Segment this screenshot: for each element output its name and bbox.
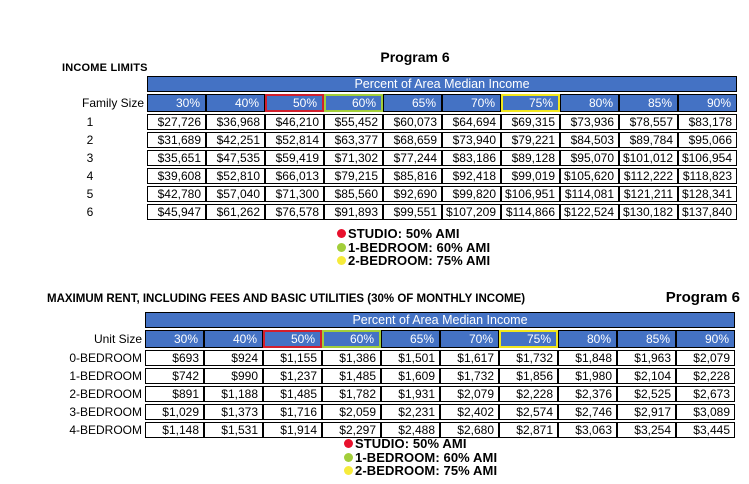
table-row xyxy=(59,150,737,166)
value-cell-85%: $112,222 xyxy=(619,168,678,184)
col-header-65%: 65% xyxy=(383,94,442,112)
max-rent-table xyxy=(45,310,735,440)
value-cell-80%: $1,848 xyxy=(558,350,617,366)
value-cell-50%: $66,013 xyxy=(265,168,324,184)
col-header-90%: 90% xyxy=(676,330,735,348)
value-cell-60%: $55,452 xyxy=(324,114,383,130)
value-cell-70%: $92,418 xyxy=(442,168,501,184)
row-label: 2-BEDROOM xyxy=(69,387,142,401)
value-cell-60%: $2,059 xyxy=(322,404,381,420)
legend-dot-icon xyxy=(344,439,353,448)
value-cell-85%: $121,211 xyxy=(619,186,678,202)
table-row xyxy=(59,168,737,184)
col-header-40%: 40% xyxy=(204,330,263,348)
value-cell-50%: $1,485 xyxy=(263,386,322,402)
table-row xyxy=(45,350,735,366)
value-cell-40%: $52,810 xyxy=(206,168,265,184)
value-cell-85%: $78,557 xyxy=(619,114,678,130)
row-label: 4 xyxy=(86,169,94,183)
col-header-70%: 70% xyxy=(442,94,501,112)
row-label: 0-BEDROOM xyxy=(69,351,142,365)
program-title-bottom: Program 6 xyxy=(665,289,740,306)
value-cell-70%: $99,820 xyxy=(442,186,501,202)
income-limits-table xyxy=(59,74,737,222)
value-cell-65%: $92,690 xyxy=(383,186,442,202)
table-row xyxy=(45,404,735,420)
col-header-85%: 85% xyxy=(619,94,678,112)
col-header-90%: 90% xyxy=(678,94,737,112)
row-label: 6 xyxy=(86,205,94,219)
value-cell-80%: $2,746 xyxy=(558,404,617,420)
value-cell-90%: $2,079 xyxy=(676,350,735,366)
col-header-50%-highlighted: 50% xyxy=(265,94,324,112)
col-header-70%: 70% xyxy=(440,330,499,348)
value-cell-40%: $61,262 xyxy=(206,204,265,220)
legend-item xyxy=(344,437,497,451)
value-cell-85%: $89,784 xyxy=(619,132,678,148)
value-cell-30%: $45,947 xyxy=(147,204,206,220)
table-row xyxy=(59,204,737,220)
value-cell-65%: $68,659 xyxy=(383,132,442,148)
value-cell-60%: $71,302 xyxy=(324,150,383,166)
table-row xyxy=(59,132,737,148)
col-header-85%: 85% xyxy=(617,330,676,348)
value-cell-90%: $2,673 xyxy=(676,386,735,402)
value-cell-65%: $99,551 xyxy=(383,204,442,220)
value-cell-65%: $1,931 xyxy=(381,386,440,402)
value-cell-80%: $2,376 xyxy=(558,386,617,402)
value-cell-60%: $1,782 xyxy=(322,386,381,402)
value-cell-50%: $1,237 xyxy=(263,368,322,384)
value-cell-65%: $60,073 xyxy=(383,114,442,130)
value-cell-70%: $2,680 xyxy=(440,422,499,438)
value-cell-30%: $27,726 xyxy=(147,114,206,130)
empty-corner-cell xyxy=(45,312,145,328)
row-label: 3-BEDROOM xyxy=(69,405,142,419)
value-cell-75%: $89,128 xyxy=(501,150,560,166)
value-cell-80%: $3,063 xyxy=(558,422,617,438)
value-cell-60%: $1,386 xyxy=(322,350,381,366)
legend-label: 1-BEDROOM: 60% AMI xyxy=(348,239,491,255)
value-cell-85%: $1,963 xyxy=(617,350,676,366)
col-header-30%: 30% xyxy=(145,330,204,348)
value-cell-75%: $69,315 xyxy=(501,114,560,130)
value-cell-30%: $891 xyxy=(145,386,204,402)
legend-dot-icon xyxy=(337,256,346,265)
value-cell-50%: $71,300 xyxy=(265,186,324,202)
value-cell-70%: $64,694 xyxy=(442,114,501,130)
value-cell-75%: $1,732 xyxy=(499,350,558,366)
col-header-30%: 30% xyxy=(147,94,206,112)
row-label: 4-BEDROOM xyxy=(69,423,142,437)
value-cell-90%: $95,066 xyxy=(678,132,737,148)
value-cell-60%: $1,485 xyxy=(322,368,381,384)
legend-label: 1-BEDROOM: 60% AMI xyxy=(355,449,498,465)
value-cell-75%: $114,866 xyxy=(501,204,560,220)
value-cell-40%: $924 xyxy=(204,350,263,366)
value-cell-80%: $95,070 xyxy=(560,150,619,166)
value-cell-75%: $99,019 xyxy=(501,168,560,184)
row-label-header: Family Size xyxy=(81,96,144,110)
value-cell-75%: $79,221 xyxy=(501,132,560,148)
col-header-50%-highlighted: 50% xyxy=(263,330,322,348)
value-cell-40%: $1,531 xyxy=(204,422,263,438)
value-cell-40%: $1,373 xyxy=(204,404,263,420)
value-cell-85%: $2,104 xyxy=(617,368,676,384)
value-cell-40%: $1,188 xyxy=(204,386,263,402)
col-header-80%: 80% xyxy=(558,330,617,348)
value-cell-75%: $106,951 xyxy=(501,186,560,202)
value-cell-90%: $3,089 xyxy=(676,404,735,420)
span-header-cell: Percent of Area Median Income xyxy=(145,312,735,328)
row-label: 5 xyxy=(86,187,94,201)
value-cell-30%: $39,608 xyxy=(147,168,206,184)
value-cell-80%: $73,936 xyxy=(560,114,619,130)
income-limits-heading: INCOME LIMITS xyxy=(62,62,148,74)
value-cell-85%: $101,012 xyxy=(619,150,678,166)
value-cell-60%: $79,215 xyxy=(324,168,383,184)
legend-dot-icon xyxy=(344,453,353,462)
value-cell-30%: $1,148 xyxy=(145,422,204,438)
value-cell-70%: $1,732 xyxy=(440,368,499,384)
value-cell-85%: $2,525 xyxy=(617,386,676,402)
value-cell-65%: $1,501 xyxy=(381,350,440,366)
value-cell-70%: $2,079 xyxy=(440,386,499,402)
col-header-60%-highlighted: 60% xyxy=(324,94,383,112)
legend-label: 2-BEDROOM: 75% AMI xyxy=(348,253,491,269)
row-label: 2 xyxy=(86,133,94,147)
value-cell-65%: $2,231 xyxy=(381,404,440,420)
row-label: 1-BEDROOM xyxy=(69,369,142,383)
value-cell-80%: $122,524 xyxy=(560,204,619,220)
value-cell-60%: $85,560 xyxy=(324,186,383,202)
value-cell-65%: $1,609 xyxy=(381,368,440,384)
value-cell-70%: $1,617 xyxy=(440,350,499,366)
value-cell-85%: $2,917 xyxy=(617,404,676,420)
value-cell-50%: $46,210 xyxy=(265,114,324,130)
value-cell-65%: $77,244 xyxy=(383,150,442,166)
value-cell-75%: $1,856 xyxy=(499,368,558,384)
value-cell-75%: $2,871 xyxy=(499,422,558,438)
value-cell-30%: $42,780 xyxy=(147,186,206,202)
table-row xyxy=(45,386,735,402)
value-cell-40%: $990 xyxy=(204,368,263,384)
row-label: 3 xyxy=(86,151,94,165)
value-cell-50%: $59,419 xyxy=(265,150,324,166)
col-header-75%-highlighted: 75% xyxy=(501,94,560,112)
value-cell-80%: $114,081 xyxy=(560,186,619,202)
value-cell-90%: $2,228 xyxy=(676,368,735,384)
legend-label: 2-BEDROOM: 75% AMI xyxy=(355,463,498,479)
value-cell-85%: $3,254 xyxy=(617,422,676,438)
col-header-60%-highlighted: 60% xyxy=(322,330,381,348)
value-cell-50%: $1,716 xyxy=(263,404,322,420)
value-cell-40%: $57,040 xyxy=(206,186,265,202)
max-rent-heading: MAXIMUM RENT, INCLUDING FEES AND BASIC UTILITIES (30% OF MONTHLY INCOME) xyxy=(47,293,526,305)
value-cell-90%: $106,954 xyxy=(678,150,737,166)
empty-corner-cell xyxy=(59,76,147,92)
value-cell-40%: $42,251 xyxy=(206,132,265,148)
table-row xyxy=(59,114,737,130)
legend-dot-icon xyxy=(337,243,346,252)
value-cell-30%: $35,651 xyxy=(147,150,206,166)
value-cell-40%: $36,968 xyxy=(206,114,265,130)
value-cell-90%: $128,341 xyxy=(678,186,737,202)
value-cell-70%: $73,940 xyxy=(442,132,501,148)
value-cell-80%: $105,620 xyxy=(560,168,619,184)
value-cell-65%: $85,816 xyxy=(383,168,442,184)
value-cell-70%: $107,209 xyxy=(442,204,501,220)
value-cell-90%: $3,445 xyxy=(676,422,735,438)
value-cell-65%: $2,488 xyxy=(381,422,440,438)
value-cell-60%: $63,377 xyxy=(324,132,383,148)
value-cell-75%: $2,574 xyxy=(499,404,558,420)
row-label: 1 xyxy=(86,115,94,129)
legend-label: STUDIO: 50% AMI xyxy=(355,436,467,452)
legend-item xyxy=(344,451,497,465)
legend-item xyxy=(337,241,490,255)
value-cell-50%: $52,814 xyxy=(265,132,324,148)
value-cell-30%: $693 xyxy=(145,350,204,366)
span-header-cell: Percent of Area Median Income xyxy=(147,76,737,92)
legend-top xyxy=(337,227,490,268)
legend-dot-icon xyxy=(337,229,346,238)
value-cell-60%: $2,297 xyxy=(322,422,381,438)
value-cell-90%: $118,823 xyxy=(678,168,737,184)
table-row xyxy=(45,368,735,384)
value-cell-30%: $1,029 xyxy=(145,404,204,420)
col-header-65%: 65% xyxy=(381,330,440,348)
legend-item xyxy=(344,464,497,478)
program-title-top: Program 6 xyxy=(380,49,450,65)
value-cell-70%: $83,186 xyxy=(442,150,501,166)
value-cell-90%: $137,840 xyxy=(678,204,737,220)
value-cell-50%: $76,578 xyxy=(265,204,324,220)
value-cell-90%: $83,178 xyxy=(678,114,737,130)
value-cell-30%: $742 xyxy=(145,368,204,384)
row-label-header: Unit Size xyxy=(93,332,142,346)
col-header-80%: 80% xyxy=(560,94,619,112)
col-header-40%: 40% xyxy=(206,94,265,112)
value-cell-75%: $2,228 xyxy=(499,386,558,402)
value-cell-80%: $84,503 xyxy=(560,132,619,148)
value-cell-80%: $1,980 xyxy=(558,368,617,384)
legend-label: STUDIO: 50% AMI xyxy=(348,226,460,242)
value-cell-60%: $91,893 xyxy=(324,204,383,220)
table-row xyxy=(59,186,737,202)
legend-bottom xyxy=(344,437,497,478)
legend-dot-icon xyxy=(344,466,353,475)
col-header-75%-highlighted: 75% xyxy=(499,330,558,348)
value-cell-40%: $47,535 xyxy=(206,150,265,166)
value-cell-70%: $2,402 xyxy=(440,404,499,420)
value-cell-30%: $31,689 xyxy=(147,132,206,148)
value-cell-50%: $1,155 xyxy=(263,350,322,366)
legend-item xyxy=(337,254,490,268)
value-cell-50%: $1,914 xyxy=(263,422,322,438)
legend-item xyxy=(337,227,490,241)
value-cell-85%: $130,182 xyxy=(619,204,678,220)
